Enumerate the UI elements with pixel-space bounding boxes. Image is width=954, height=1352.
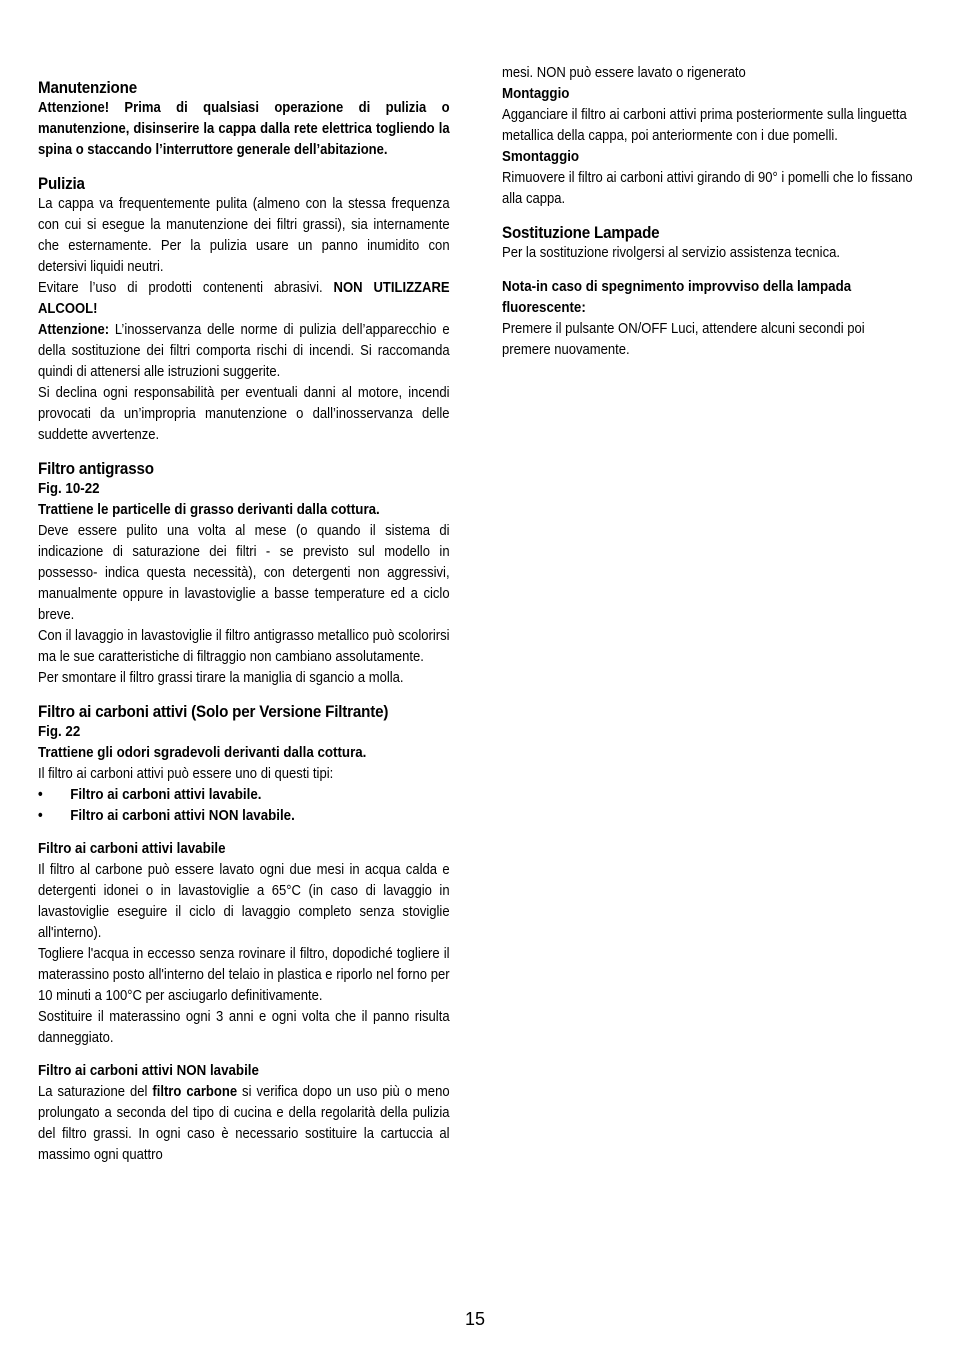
smontaggio-text: Rimuovere il filtro ai carboni attivi girando di 90° i pomelli che lo fissano alla cappa. — [502, 170, 913, 207]
page-number: 15 — [465, 1309, 486, 1329]
montaggio-title: Montaggio — [502, 86, 570, 102]
section-title-antigrasso: Filtro antigrasso — [38, 460, 154, 478]
section-title-carboni: Filtro ai carboni attivi (Solo per Versione Filtrante) — [38, 703, 389, 721]
lampade-text: Per la sostituzione rivolgersi al servizio assistenza tecnica. — [502, 245, 841, 261]
carboni-subtitle: Trattiene gli odori sgradevoli derivanti dalla cottura. — [38, 745, 367, 761]
non-lavabile-paragraph — [38, 1082, 450, 1166]
antigrasso-paragraph-1: Deve essere pulito una volta al mese (o quando il sistema di indicazione di saturazione dei filtri - se previsto sul modello in possesso- indica questa necessità), con detergenti non aggressivi, manualmente oppure in lavastoviglie a basse temperature ed a ciclo breve. — [38, 523, 450, 623]
section-title-pulizia: Pulizia — [38, 175, 85, 193]
antigrasso-paragraph-3: Per smontare il filtro grassi tirare la maniglia di sgancio a molla. — [38, 670, 404, 686]
section-title-manutenzione: Manutenzione — [38, 79, 138, 97]
fig-reference-22: Fig. 22 — [38, 724, 81, 740]
pulizia-paragraph-2 — [38, 278, 450, 320]
left-column — [38, 78, 450, 1166]
non-lavabile-text-b: si verifica dopo un uso più o meno prolungato a seconda del tipo di cucina e della regolarità della pulizia del filtro grassi. In ogni caso è necessario sostituire la cartuccia al massimo ogni quattro — [38, 1084, 450, 1163]
attention-label: Attenzione: — [38, 322, 110, 338]
list-item — [38, 806, 417, 827]
bullet-text: Filtro ai carboni attivi lavabile. — [70, 787, 262, 803]
pulizia-p2-text: Evitare l’uso di prodotti contenenti abrasivi. — [38, 280, 334, 296]
smontaggio-title: Smontaggio — [502, 149, 580, 165]
pulizia-paragraph-1: La cappa va frequentemente pulita (almeno con la stessa frequenza con cui si esegue la manutenzione dei filtri grassi), sia internamente che esternamente. Per la pulizia usare un panno inumidito con detersivi liquidi neutri. — [38, 196, 450, 275]
list-item — [38, 785, 417, 806]
filtro-carbone-bold: filtro carbone — [152, 1084, 238, 1100]
bullet-icon: • — [38, 808, 43, 824]
nota-title: Nota-in caso di spegnimento improvviso della lampada fluorescente: — [502, 279, 852, 316]
carboni-intro: Il filtro ai carboni attivi può essere uno di questi tipi: — [38, 766, 334, 782]
lavabile-paragraph-2: Togliere l'acqua in eccesso senza rovinare il filtro, dopodiché togliere il materassino posto all'interno del telaio in plastica e riporlo nel forno per 10 minuti a 100°C per asciugarlo definitivamente. — [38, 946, 450, 1004]
no-alcohol-warning: NON UTILIZZARE ALCOOL! — [38, 280, 450, 317]
maintenance-warning: Attenzione! Prima di qualsiasi operazione di pulizia o manutenzione, disinserire la cappa dalla rete elettrica togliendo la spina o staccando l’interruttore generale dell’abitazione. — [38, 100, 450, 158]
right-column — [502, 63, 916, 361]
bullet-text: Filtro ai carboni attivi NON lavabile. — [70, 808, 295, 824]
lavabile-paragraph-3: Sostituire il materassino ogni 3 anni e ogni volta che il panno risulta danneggiato. — [38, 1009, 450, 1046]
continued-text: mesi. NON può essere lavato o rigenerato — [502, 65, 746, 81]
fig-reference: Fig. 10-22 — [38, 481, 100, 497]
montaggio-text: Agganciare il filtro ai carboni attivi prima posteriormente sulla linguetta metallica della cappa, poi anteriormente con i due pomelli. — [502, 107, 907, 144]
pulizia-p3-text: L’inosservanza delle norme di pulizia dell’apparecchio e della sostituzione dei filtri comporta rischi di incendi. Si raccomanda quindi di attenersi alle istruzioni suggerite. — [38, 322, 450, 380]
pulizia-paragraph-3 — [38, 320, 450, 383]
non-lavabile-title: Filtro ai carboni attivi NON lavabile — [38, 1063, 259, 1079]
lavabile-title: Filtro ai carboni attivi lavabile — [38, 841, 226, 857]
lavabile-paragraph-1: Il filtro al carbone può essere lavato ogni due mesi in acqua calda e detergenti idonei o in lavastoviglie a 65°C (in caso di lavaggio in lavastoviglie eseguire il ciclo di lavaggio completo senza stoviglie all'interno). — [38, 862, 450, 941]
nota-text: Premere il pulsante ON/OFF Luci, attendere alcuni secondi poi premere nuovamente. — [502, 321, 865, 358]
antigrasso-paragraph-2: Con il lavaggio in lavastoviglie il filtro antigrasso metallico può scolorirsi ma le sue caratteristiche di filtraggio non cambiano assolutamente. — [38, 628, 450, 665]
pulizia-paragraph-4: Si declina ogni responsabilità per eventuali danni al motore, incendi provocati da un’impropria manutenzione o dall’inosservanza delle suddette avvertenze. — [38, 385, 450, 443]
antigrasso-subtitle: Trattiene le particelle di grasso derivanti dalla cottura. — [38, 502, 380, 518]
non-lavabile-text-a: La saturazione del — [38, 1084, 153, 1100]
section-title-lampade: Sostituzione Lampade — [502, 224, 660, 242]
bullet-icon: • — [38, 787, 43, 803]
